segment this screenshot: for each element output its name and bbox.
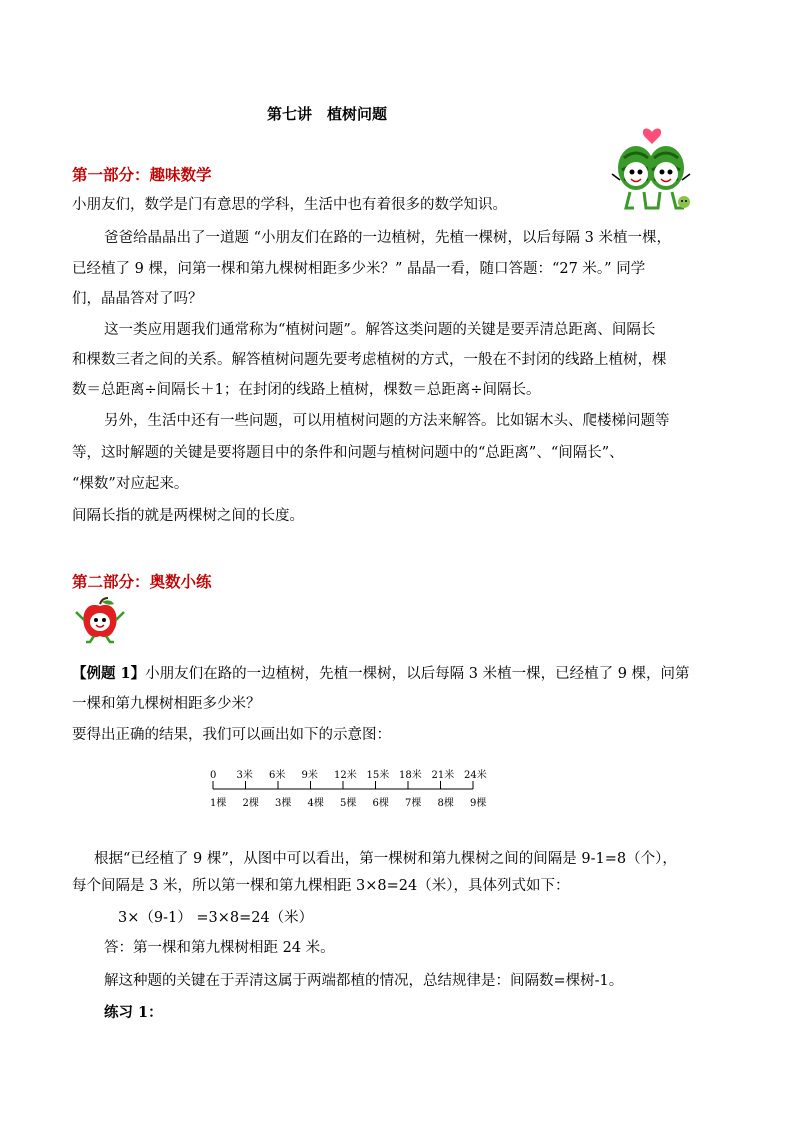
diagram-distance-label: 3米	[236, 770, 253, 781]
paragraph-line: 已经植了 9 棵，问第一棵和第九棵树相距多少米？” 晶晶一看，随口答题：“27 米。” 同学	[72, 261, 646, 277]
diagram-distance-label: 21米	[431, 770, 455, 781]
example-text-line2: 一棵和第九棵树相距多少米？	[72, 696, 261, 712]
paragraph-line: 等，这时解题的关键是要将题目中的条件和问题与植树问题中的“总距离”、“间隔长”、	[72, 445, 624, 461]
apple-mascot-image	[72, 596, 128, 644]
diagram-distance-label: 0	[210, 770, 217, 781]
solution-line: 每个间隔是 3 米，所以第一棵和第九棵相距 3×8=24（米），具体列式如下：	[72, 878, 570, 894]
example-1	[72, 664, 690, 684]
example-text: 小朋友们在路的一边植树，先植一棵树，以后每隔 3 米植一棵，已经植了 9 棵，问第	[145, 666, 690, 682]
diagram-tree-label: 2棵	[242, 798, 259, 809]
diagram-distance-label: 6米	[269, 770, 286, 781]
paragraph-line: “棵数”对应起来。	[72, 476, 189, 492]
solution-line: 根据“已经植了 9 棵”，从图中可以看出，第一棵树和第九棵树之间的间隔是 9-1=8（个），	[94, 851, 677, 867]
tree-planting-diagram	[205, 766, 495, 814]
paragraph-line: 间隔长指的就是两棵树之间的长度。	[72, 508, 304, 524]
diagram-tree-label: 4棵	[307, 798, 324, 809]
watermelon-mascot-image	[608, 118, 698, 218]
example-label: 【例题 1】	[72, 665, 146, 682]
paragraph-line: 和棵数三者之间的关系。解答植树问题先要考虑植树的方式，一般在不封闭的线路上植树，棵	[72, 352, 667, 368]
answer-line: 答：第一棵和第九棵树相距 24 米。	[104, 940, 335, 956]
diagram-tree-label: 7棵	[405, 798, 422, 809]
paragraph-line: 们，晶晶答对了吗？	[72, 291, 203, 307]
diagram-intro: 要得出正确的结果，我们可以画出如下的示意图：	[72, 727, 391, 743]
diagram-tree-label: 9棵	[470, 798, 487, 809]
paragraph-line: 小朋友们，数学是门有意思的学科，生活中也有着很多的数学知识。	[72, 197, 507, 213]
practice-heading: 练习 1：	[104, 1004, 163, 1021]
diagram-distance-label: 9米	[301, 770, 318, 781]
diagram-tree-label: 6棵	[372, 798, 389, 809]
paragraph-line: 另外，生活中还有一些问题，可以用植树问题的方法来解答。比如锯木头、爬楼梯问题等	[104, 413, 670, 429]
diagram-distance-label: 24米	[464, 770, 487, 781]
diagram-tree-label: 3棵	[275, 798, 292, 809]
paragraph-line: 这一类应用题我们通常称为“植树问题”。解答这类问题的关键是要弄清总距离、间隔长	[104, 322, 656, 338]
diagram-distance-label: 18米	[399, 770, 422, 781]
diagram-tree-label: 1棵	[210, 798, 227, 809]
paragraph-line: 数＝总距离÷间隔长＋1；在封闭的线路上植树，棵数＝总距离÷间隔长。	[72, 382, 541, 398]
diagram-tree-label: 8棵	[437, 798, 454, 809]
section-heading-part1: 第一部分：趣味数学	[72, 165, 212, 184]
summary-line: 解这种题的关键在于弄清这属于两端都植的情况，总结规律是：间隔数=棵树-1。	[104, 973, 624, 989]
paragraph-line: 爸爸给晶晶出了一道题 “小朋友们在路的一边植树，先植一棵树，以后每隔 3 米植一棵，	[104, 230, 671, 246]
diagram-distance-label: 12米	[334, 770, 357, 781]
section-heading-part2: 第二部分：奥数小练	[72, 572, 212, 591]
diagram-distance-label: 15米	[366, 770, 390, 781]
diagram-tree-label: 5棵	[340, 798, 357, 809]
formula-line: 3×（9-1） =3×8=24（米）	[118, 910, 314, 926]
page-title: 第七讲 植树问题	[267, 105, 388, 123]
